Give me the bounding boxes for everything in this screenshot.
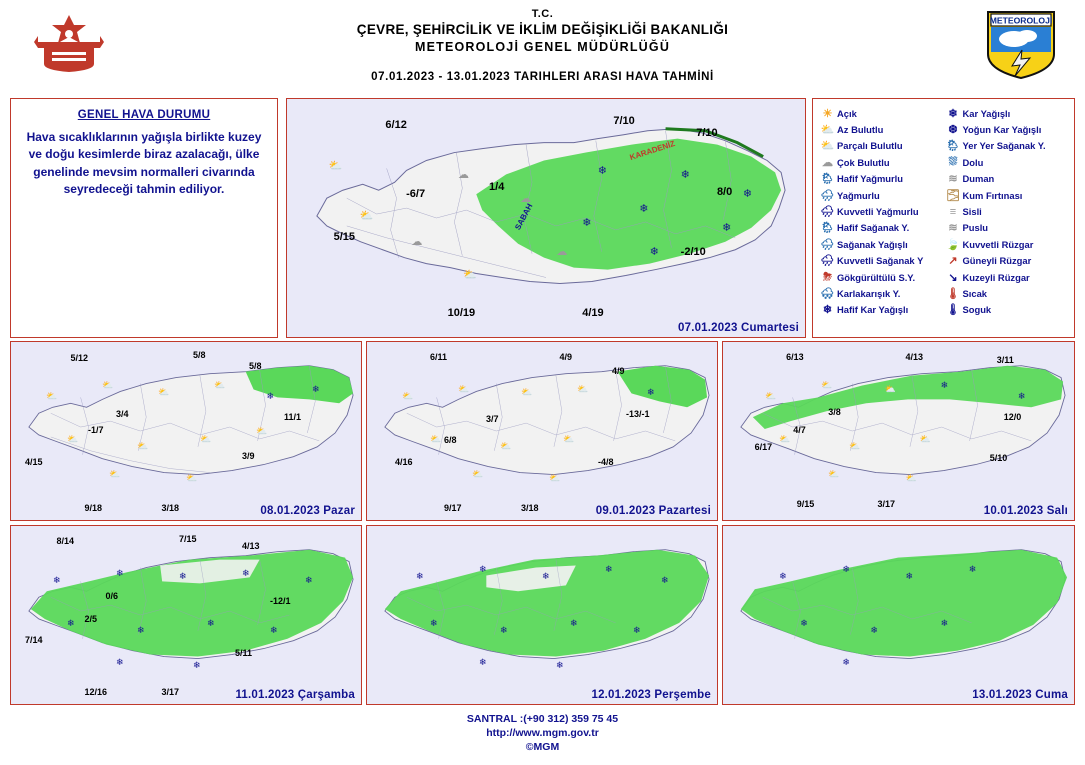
temp-label: 11/1 — [284, 412, 302, 423]
temp-label: 3/4 — [116, 408, 129, 419]
legend-label: Parçalı Bulutlu — [837, 140, 903, 152]
temp-label: 9/18 — [84, 502, 103, 513]
snow-icon: ❄ — [948, 107, 958, 120]
snow-icon: ❄ — [67, 617, 75, 628]
temp-label: 8/14 — [56, 535, 75, 546]
sun-small-cloud-icon: ⛅ — [472, 469, 484, 480]
footer-phone: SANTRAL :(+90 312) 359 75 45 — [466, 713, 619, 725]
summary-title: GENEL HAVA DURUMU — [77, 109, 211, 121]
snow-icon: ❄ — [542, 571, 550, 582]
snow-icon: ❄ — [1017, 390, 1026, 401]
fog-icon: ≡ — [949, 205, 957, 218]
snow-icon: ❄ — [842, 656, 850, 667]
temp-label: 2/5 — [84, 614, 98, 624]
legend-label: Kum Fırtınası — [962, 189, 1023, 201]
turkey-map-08 — [11, 342, 361, 520]
snow-icon: ❄ — [649, 245, 659, 258]
cloudy-icon: ☁ — [556, 245, 568, 258]
snow-icon: ❄ — [940, 617, 949, 628]
legend-item — [945, 302, 1071, 318]
legend-item — [945, 187, 1071, 203]
temp-label: 5/8 — [193, 349, 206, 360]
temp-label: 7/14 — [25, 635, 43, 646]
legend-panel — [812, 98, 1075, 338]
snow-icon: ❄ — [116, 567, 124, 578]
legend-label: Sıcak — [962, 287, 987, 299]
sea-annotation: KARADENİZ — [628, 138, 677, 162]
sandstorm-icon: 🌫 — [946, 189, 960, 202]
sun-small-cloud-icon: ⛅ — [109, 469, 121, 480]
snow-icon: ❄ — [639, 202, 649, 215]
light-snow-icon: ❄ — [822, 304, 833, 317]
legend-item — [945, 253, 1071, 269]
legend-label: Hafif Yağmurlu — [837, 173, 903, 185]
map-panel-10-01-2023[interactable] — [722, 341, 1075, 521]
temp-label: 1/4 — [489, 181, 505, 194]
snow-icon: ❄ — [312, 383, 320, 394]
cloudy-icon: ☁ — [520, 193, 532, 206]
sun-small-cloud-icon: ⛅ — [200, 433, 212, 444]
legend-item — [819, 105, 945, 121]
sun-small-cloud-icon: ⛅ — [458, 383, 470, 394]
legend-label: Güneyli Rüzgar — [962, 255, 1032, 267]
heavy-snow-icon: ❆ — [948, 124, 958, 137]
hot-icon: 🌡 — [946, 287, 960, 300]
map-panel-09-01-2023[interactable] — [366, 341, 718, 521]
snow-icon: ❄ — [53, 574, 61, 585]
local-shower-icon: 🌦 — [946, 140, 960, 153]
legend-item — [819, 187, 945, 203]
legend-label: Karlakarışık Y. — [837, 287, 901, 299]
turkey-map-11 — [11, 526, 361, 704]
legend-item — [945, 220, 1071, 236]
sun-small-cloud-icon: ⛅ — [820, 124, 835, 137]
legend-label: Yer Yer Sağanak Y. — [962, 140, 1046, 152]
rain-icon: 🌧 — [820, 189, 835, 202]
legend-item — [819, 203, 945, 219]
snow-icon: ❄ — [633, 624, 641, 635]
temp-label: 5/11 — [235, 647, 253, 658]
legend-label: Kuvvetli Sağanak Y — [837, 255, 924, 267]
snow-icon: ❄ — [137, 624, 145, 635]
temp-label: 4/13 — [242, 541, 260, 552]
temp-label: 5/8 — [249, 360, 262, 371]
legend-label: Dolu — [962, 156, 984, 168]
sun-small-cloud-icon: ⛅ — [402, 390, 414, 401]
legend-label: Duman — [962, 173, 995, 185]
legend-label: Kuvvetli Rüzgar — [962, 238, 1034, 250]
sun-small-cloud-icon: ⛅ — [158, 387, 170, 398]
sun-small-cloud-icon: ⛅ — [137, 440, 149, 451]
legend-item — [945, 171, 1071, 187]
legend-label: Yağmurlu — [837, 189, 880, 201]
light-shower-icon: 🌦 — [820, 222, 835, 235]
legend-label: Kuzeyli Rüzgar — [962, 271, 1030, 283]
temp-label: 3/8 — [828, 406, 841, 417]
temp-label: 7/10 — [613, 114, 635, 127]
sun-small-cloud-icon: ⛅ — [463, 269, 477, 282]
summary-text: Hava sıcaklıklarının yağışla birlikte kuzey ve doğu kesimlerde biraz azalacağı, ülke genelinde mevsim normalleri civarında seyredeceği tahmin ediliyor. — [26, 130, 262, 197]
temp-label: 6/17 — [754, 442, 773, 453]
sun-small-cloud-icon: ⛅ — [430, 433, 442, 444]
snow-icon: ❄ — [242, 567, 250, 578]
temp-label: 12/0 — [1003, 412, 1022, 423]
legend-item — [819, 236, 945, 252]
legend-label: Sisli — [962, 206, 982, 218]
temp-label: -4/8 — [598, 456, 614, 467]
footer-web-link[interactable]: http://www.mgm.gov.tr — [486, 727, 599, 740]
legend-label: Yoğun Kar Yağışlı — [962, 124, 1042, 136]
legend-item — [819, 220, 945, 236]
sun-small-cloud-icon: ⛅ — [828, 469, 840, 480]
strong-wind-icon: 🍃 — [946, 238, 960, 251]
snow-icon: ❄ — [582, 217, 592, 229]
sun-small-cloud-icon: ⛅ — [186, 472, 198, 483]
temp-label: -2/10 — [680, 245, 706, 258]
north-wind-icon: ↘ — [948, 271, 958, 284]
footer-copyright: ©MGM — [525, 741, 560, 754]
snow-icon: ❄ — [647, 387, 655, 398]
temp-label: 4/16 — [395, 456, 413, 467]
snow-icon: ❄ — [556, 660, 564, 671]
legend-label: Hafif Kar Yağışlı — [837, 304, 909, 316]
map-panel-07-01-2023[interactable] — [286, 98, 806, 338]
partly-cloudy-icon: ⛅ — [820, 140, 835, 153]
legend-item — [945, 138, 1071, 154]
snow-icon: ❄ — [430, 617, 438, 628]
snow-icon: ❄ — [305, 574, 313, 585]
sun-small-cloud-icon: ⛅ — [549, 472, 561, 483]
legend-item — [819, 269, 945, 285]
snow-icon: ❄ — [597, 164, 608, 177]
sun-small-cloud-icon: ⛅ — [577, 383, 589, 394]
heavy-rain-icon: 🌧 — [820, 206, 835, 219]
sun-small-cloud-icon: ⛅ — [214, 380, 226, 391]
sun-small-cloud-icon: ⛅ — [359, 209, 374, 222]
cloudy-icon: ☁ — [822, 156, 833, 169]
sun-small-cloud-icon: ⛅ — [67, 433, 79, 444]
temp-label: -12/1 — [270, 596, 291, 607]
legend-label: Sağanak Yağışlı — [837, 238, 908, 250]
temp-label: 5/10 — [989, 453, 1008, 464]
mist-icon: ≋ — [948, 222, 958, 235]
temp-label: 4/15 — [25, 456, 43, 467]
legend-label: Az Bulutlu — [837, 124, 884, 136]
sleet-icon: 🌨 — [820, 287, 835, 300]
temp-label: 3/11 — [996, 355, 1014, 366]
map-panel-08-01-2023[interactable] — [10, 341, 362, 521]
temp-label: 5/15 — [333, 231, 356, 244]
snow-icon: ❄ — [680, 169, 690, 182]
page-footer — [0, 712, 1085, 755]
sun-small-cloud-icon: ⛅ — [102, 380, 114, 391]
snow-icon: ❄ — [116, 656, 124, 667]
sun-small-cloud-icon: ⛅ — [765, 390, 777, 401]
legend-item — [945, 269, 1071, 285]
map-date-label: 08.01.2023 Pazar — [260, 505, 355, 517]
heavy-shower-icon: 🌧 — [820, 255, 835, 268]
light-rain-icon: 🌦 — [820, 173, 835, 186]
cloudy-icon: ☁ — [411, 236, 423, 249]
temp-label: 6/13 — [786, 351, 804, 362]
sun-icon: ☀ — [822, 107, 833, 120]
temp-label: 4/7 — [793, 424, 806, 435]
temp-label: 3/18 — [521, 502, 539, 513]
header-date-range: 07.01.2023 - 13.01.2023 TARIHLERI ARASI HAVA TAHMİNİ — [371, 71, 714, 83]
cloudy-icon: ☁ — [457, 169, 469, 182]
legend-label: Gökgürültülü S.Y. — [837, 271, 916, 283]
temp-label: 8/0 — [716, 186, 733, 199]
svg-text:METEOROLOJİ: METEOROLOJİ — [989, 15, 1053, 26]
header-ministry: ÇEVRE, ŞEHİRCİLİK VE İKLİM DEĞİŞİKLİĞİ BAKANLIĞI — [356, 22, 729, 37]
sun-small-cloud-icon: ⛅ — [521, 387, 533, 398]
snow-icon: ❄ — [266, 390, 275, 401]
south-wind-icon: ↗ — [948, 255, 958, 268]
temp-label: 6/8 — [444, 435, 457, 446]
temp-label: 6/11 — [430, 351, 448, 362]
temp-label: -6/7 — [406, 188, 426, 201]
shower-icon: 🌧 — [820, 238, 835, 251]
hail-icon: ⛆ — [948, 155, 958, 168]
turkey-map-10 — [723, 342, 1074, 520]
temp-label: 7/15 — [179, 533, 197, 544]
legend-label: Puslu — [962, 222, 989, 234]
legend-item — [819, 138, 945, 154]
temp-label: 3/7 — [486, 413, 499, 424]
smoke-icon: ≋ — [948, 173, 958, 186]
map-date-label: 12.01.2023 Perşembe — [591, 689, 711, 701]
legend-item — [945, 121, 1071, 137]
temp-label: -1/7 — [88, 424, 104, 435]
temp-label: 0/6 — [105, 590, 119, 601]
sun-small-cloud-icon: ⛅ — [46, 390, 58, 401]
snow-icon: ❄ — [416, 571, 424, 582]
sun-small-cloud-icon: ⛅ — [905, 472, 917, 483]
turkey-map-13 — [723, 526, 1074, 704]
cold-icon: 🌡 — [946, 304, 960, 317]
snow-icon: ❄ — [722, 221, 732, 234]
temp-label: 3/17 — [161, 686, 180, 697]
snow-icon: ❄ — [479, 656, 487, 667]
legend-label: Açık — [837, 107, 857, 119]
legend-item — [819, 171, 945, 187]
map-date-label: 11.01.2023 Çarşamba — [235, 689, 355, 701]
temp-label: 4/9 — [559, 351, 573, 362]
legend-item — [945, 236, 1071, 252]
sun-small-cloud-icon: ⛅ — [256, 426, 268, 437]
snow-icon: ❄ — [940, 380, 949, 391]
sun-small-cloud-icon: ⛅ — [919, 433, 931, 444]
snow-icon: ❄ — [661, 574, 669, 585]
snow-icon: ❄ — [270, 624, 278, 635]
legend-item — [819, 154, 945, 170]
snow-icon: ❄ — [479, 564, 487, 575]
snow-icon: ❄ — [605, 564, 613, 575]
legend-label: Hafif Sağanak Y. — [837, 222, 910, 234]
map-date-label: 09.01.2023 Pazartesi — [595, 505, 711, 517]
legend-item — [819, 285, 945, 301]
temp-label: 5/12 — [70, 353, 89, 364]
map-date-label: 07.01.2023 Cumartesi — [678, 322, 799, 334]
time-annotation: SABAH — [512, 202, 535, 232]
temp-label: 7/10 — [696, 126, 718, 139]
temp-label: 4/13 — [905, 351, 924, 362]
turkey-map-09 — [367, 342, 717, 520]
temp-label: 4/19 — [582, 307, 604, 320]
snow-icon: ❄ — [570, 617, 578, 628]
temp-label: 9/15 — [796, 499, 815, 510]
snow-icon: ❄ — [179, 571, 187, 582]
sun-small-cloud-icon: ⛅ — [821, 380, 833, 391]
snow-icon: ❄ — [800, 617, 808, 628]
temp-label: -13/-1 — [626, 408, 650, 419]
legend-item — [945, 285, 1071, 301]
snow-icon: ❄ — [779, 571, 787, 582]
legend-item — [819, 121, 945, 137]
legend-label: Soguk — [962, 304, 992, 316]
page-header — [0, 0, 1085, 95]
header-tc: T.C. — [531, 8, 554, 20]
temp-label: 10/19 — [447, 307, 476, 320]
snow-icon: ❄ — [742, 188, 753, 201]
temp-label: 3/17 — [877, 499, 895, 510]
legend-label: Kar Yağışlı — [962, 107, 1011, 119]
temp-label: 4/9 — [612, 365, 625, 376]
meteoroloji-logo-icon — [982, 8, 1060, 80]
legend-column-left — [819, 105, 945, 318]
snow-icon: ❄ — [968, 564, 977, 575]
temp-label: 6/12 — [385, 119, 407, 132]
snow-icon: ❄ — [500, 624, 508, 635]
snow-icon: ❄ — [870, 624, 878, 635]
turkey-map-12 — [367, 526, 717, 704]
map-date-label: 10.01.2023 Salı — [983, 505, 1068, 517]
legend-item — [819, 302, 945, 318]
sun-small-cloud-icon: ⛅ — [779, 433, 791, 444]
thunderstorm-icon: ⛈ — [823, 270, 832, 283]
header-directorate: METEOROLOJİ GENEL MÜDÜRLÜĞÜ — [414, 40, 671, 54]
sun-small-cloud-icon: ⛅ — [500, 440, 512, 451]
legend-item — [945, 105, 1071, 121]
legend-column-right — [945, 105, 1071, 318]
map-panel-12-01-2023[interactable] — [366, 525, 718, 705]
sun-small-cloud-icon: ⛅ — [328, 159, 343, 172]
general-weather-summary-panel — [10, 98, 278, 338]
temp-label: 3/9 — [242, 451, 255, 462]
snow-icon: ❄ — [905, 571, 914, 582]
legend-item — [945, 203, 1071, 219]
snow-icon: ❄ — [842, 564, 850, 575]
legend-item — [945, 154, 1071, 170]
sun-small-cloud-icon: ⛅ — [849, 440, 861, 451]
map-date-label: 13.01.2023 Cuma — [972, 689, 1068, 701]
map-panel-11-01-2023[interactable] — [10, 525, 362, 705]
map-panel-13-01-2023[interactable] — [722, 525, 1075, 705]
temp-label: 9/17 — [444, 502, 462, 513]
sun-small-cloud-icon: ⛅ — [563, 433, 575, 444]
temp-label: 12/16 — [84, 686, 108, 697]
sun-small-cloud-icon: ⛅ — [884, 383, 896, 394]
legend-item — [819, 253, 945, 269]
snow-icon: ❄ — [207, 617, 215, 628]
temp-label: 3/18 — [161, 502, 180, 513]
snow-icon: ❄ — [193, 660, 201, 671]
legend-label: Kuvvetli Yağmurlu — [837, 206, 919, 218]
legend-label: Çok Bulutlu — [837, 156, 890, 168]
